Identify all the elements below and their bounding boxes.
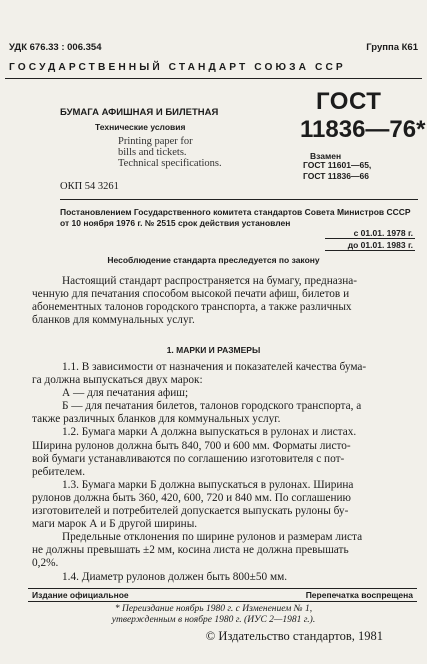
group-code: Группа К61 [366, 42, 418, 53]
document-title: БУМАГА АФИШНАЯ И БИЛЕТНАЯ [60, 107, 219, 118]
section-line: маги марок А и Б другой ширины. [32, 518, 198, 531]
replaces-label: Взамен [310, 151, 342, 161]
section-line: 1.4. Диаметр рулонов должен быть 800±50 мм. [62, 570, 288, 583]
english-title-line: Printing paper for [118, 136, 193, 147]
section-1-body [32, 361, 396, 584]
reprint-prohibited: Перепечатка воспрещена [305, 590, 413, 600]
section-line: ребителем. [32, 465, 86, 478]
section-line: изготовителей и потребителей допускается выпускать рулоны бу- [32, 505, 349, 518]
decree-line-1: Постановлением Государственного комитета стандартов Совета Министров СССР [60, 207, 411, 217]
section-line: Предельные отклонения по ширине рулонов и размерам листа [62, 531, 363, 544]
okp-code: ОКП 54 3261 [60, 181, 119, 192]
validity-rule-2 [325, 250, 415, 251]
english-title-line: Technical specifications. [118, 158, 222, 169]
intro-paragraph [32, 275, 396, 327]
intro-line: ченную для печатания способом высокой печати афиш, билетов и [32, 288, 350, 301]
udk-code: УДК 676.33 : 006.354 [9, 42, 102, 53]
validity-to: до 01.01. 1983 г. [347, 240, 413, 250]
section-line: вой бумаги устанавливаются по соглашению изготовителя с пот- [32, 452, 345, 465]
footer-rule-top [28, 588, 417, 589]
intro-line: Настоящий стандарт распространяется на бумагу, предназна- [62, 275, 358, 287]
section-line: рулонов должна быть 360, 420, 600, 720 и 840 мм. По соглашению [32, 491, 351, 504]
intro-line: абонементных талонов городского транспорта, а также различных [32, 301, 352, 314]
section-line: 1.1. В зависимости от назначения и показателей качества бума- [62, 361, 367, 373]
reissue-note-1: * Переиздание ноябрь 1980 г. с Изменением № 1, [114, 604, 313, 614]
replaces-standard-1: ГОСТ 11601—65, [303, 160, 372, 170]
section-line: 1.3. Бумага марки Б должна выпускаться в рулонах. Ширина [62, 478, 354, 491]
reissue-note-2: утвержденным в ноябре 1980 г. (ИУС 2—1981 г.). [111, 615, 316, 625]
decree-line-2: от 10 ноября 1976 г. № 2515 срок действия установлен [60, 218, 291, 228]
english-title [118, 136, 222, 169]
section-line: га должна выпускаться двух марок: [32, 374, 203, 387]
copyright-line [206, 629, 383, 644]
title-rule [60, 199, 418, 200]
legal-notice: Несоблюдение стандарта преследуется по закону [107, 255, 320, 265]
footer-rule-bottom [28, 601, 417, 602]
english-title-line: bills and tickets. [118, 147, 187, 158]
official-edition: Издание официальное [32, 590, 129, 600]
replaces-standard-2: ГОСТ 11836—66 [303, 171, 369, 181]
document-subtitle: Технические условия [95, 122, 186, 132]
section-1-title: 1. МАРКИ И РАЗМЕРЫ [166, 345, 261, 355]
publisher: Издательство стандартов, 1981 [218, 629, 383, 643]
state-standard-banner: ГОСУДАРСТВЕННЫЙ СТАНДАРТ СОЮЗА ССР [9, 62, 346, 73]
section-line: А — для печатания афиш; [62, 387, 189, 400]
gost-number: 11836—76* [300, 116, 426, 143]
section-line: 1.2. Бумага марки А должна выпускаться в рулонах и листах. [62, 426, 357, 439]
validity-rule-1 [325, 238, 415, 239]
gost-label: ГОСТ [316, 88, 382, 115]
section-line: не должны превышать ±2 мм, косина листа не должна превышать [32, 544, 349, 557]
section-line: 0,2%. [32, 557, 59, 570]
intro-line: бланков для коммунальных услуг. [32, 314, 195, 327]
section-line: также различных бланков для коммунальных услуг. [32, 413, 281, 426]
header-rule [5, 78, 422, 79]
section-line: Б — для печатания билетов, талонов городского транспорта, а [62, 400, 362, 413]
validity-from: с 01.01. 1978 г. [353, 228, 413, 238]
copyright-symbol: © [205, 629, 216, 643]
section-line: Ширина рулонов должна быть 840, 700 и 600 мм. Форматы листо- [32, 439, 351, 452]
